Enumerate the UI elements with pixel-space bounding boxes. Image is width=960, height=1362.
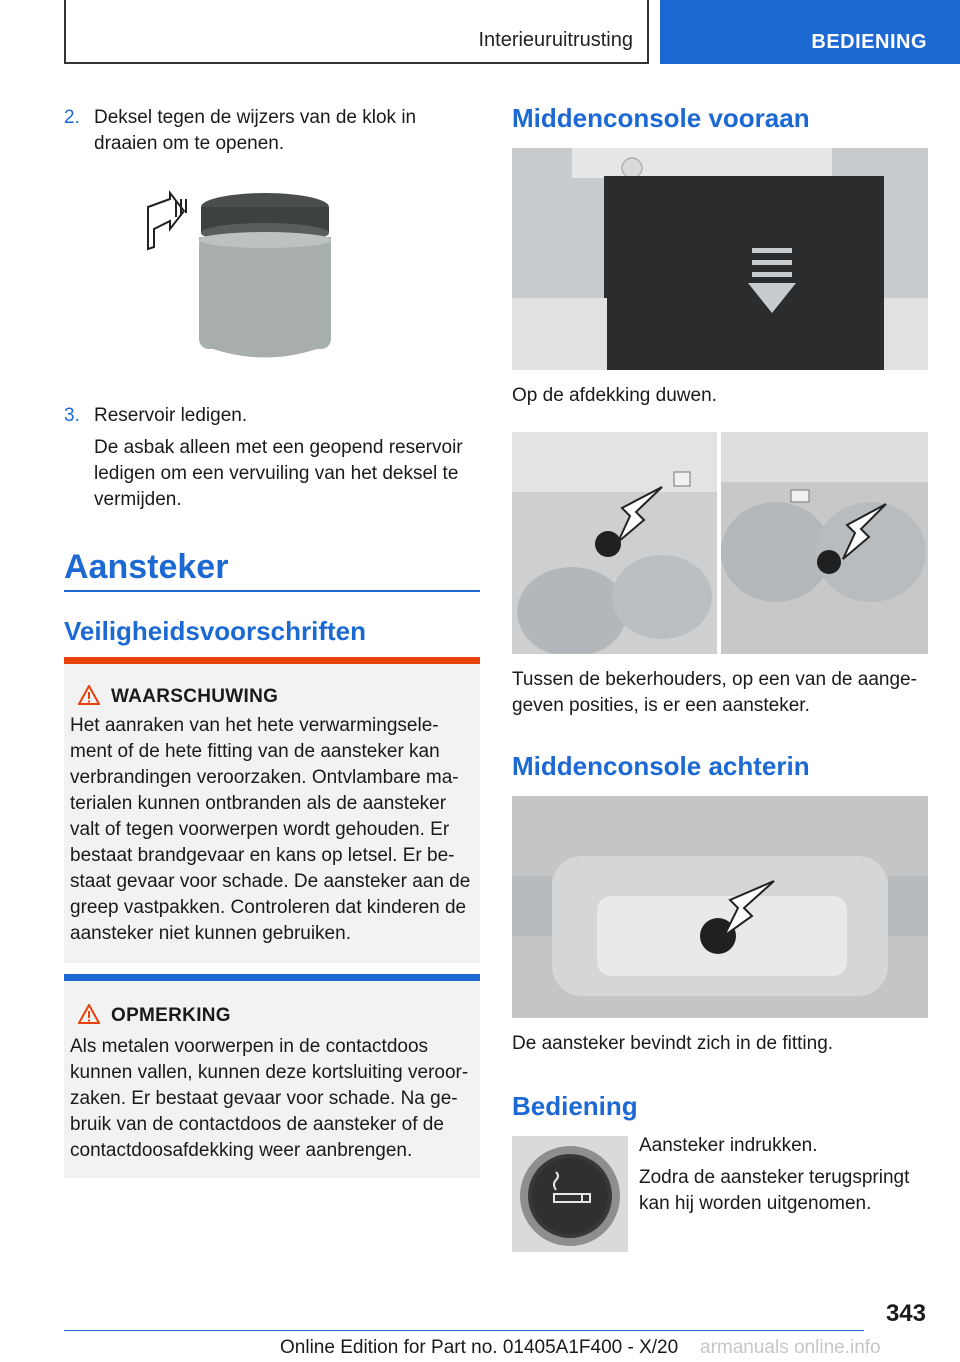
notice-text	[70, 1034, 478, 1164]
header-section-box	[64, 0, 649, 64]
warning-triangle-icon	[78, 685, 100, 710]
caption-achterin: De aansteker bevindt zich in de fitting.	[512, 1033, 834, 1054]
bediening-line-2: Zodra de aansteker terugspringt	[639, 1167, 910, 1188]
rotate-arrow-icon	[148, 193, 186, 249]
photo-lighter-button	[512, 1136, 628, 1252]
notice-bar	[64, 974, 480, 981]
heading-middenconsole-achterin: Middenconsole achterin	[512, 751, 810, 781]
bediening-line-1: Aansteker indrukken.	[639, 1135, 818, 1156]
step-2-line-1: Deksel tegen de wijzers van de klok in	[94, 107, 417, 128]
ashtray-illustration	[140, 185, 360, 375]
photo-cupholder-left	[512, 432, 717, 654]
warning-line: ment of de hete fitting van de aansteker kan	[70, 741, 440, 762]
warning-line: staat gevaar voor schade. De aansteker aan de	[70, 871, 471, 892]
notice-line: contactdoosafdekking weer aanbrengen.	[70, 1140, 413, 1161]
heading-rule	[64, 590, 480, 592]
caption-vooraan: Op de afdekking duwen.	[512, 385, 717, 406]
step-3-line-1: De asbak alleen met een geopend reservoir	[94, 437, 463, 458]
warning-box	[64, 657, 480, 963]
warning-line: verbrandingen veroorzaken. Ontvlambare ma-	[70, 767, 459, 788]
header-chapter-label: BEDIENING	[811, 31, 927, 53]
caption-bekers-line-1: Tussen de bekerhouders, op een van de aange-	[512, 669, 917, 690]
warning-line: valt of tegen voorwerpen wordt gehouden. Er	[70, 819, 450, 840]
step-3-line-3: vermijden.	[94, 489, 182, 510]
bediening-line-3: kan hij worden uitgenomen.	[639, 1193, 872, 1214]
ashtray-container	[199, 193, 331, 358]
step-3-title: Reservoir ledigen.	[94, 405, 248, 426]
notice-title: OPMERKING	[111, 1005, 231, 1026]
warning-title: WAARSCHUWING	[111, 686, 279, 707]
footer-rule	[64, 1330, 864, 1331]
heading-bediening: Bediening	[512, 1091, 638, 1121]
warning-text	[70, 713, 478, 947]
notice-box	[64, 974, 480, 1178]
notice-line: zaken. Er bestaat gevaar voor schade. Na ge-	[70, 1088, 458, 1109]
photo-rear-console	[512, 796, 928, 1018]
notice-line: Als metalen voorwerpen in de contactdoos	[70, 1036, 429, 1057]
header-chapter-tab[interactable]	[660, 0, 960, 64]
step-2-line-2: draaien om te openen.	[94, 133, 285, 154]
warning-line: aansteker niet kunnen gebruiken.	[70, 923, 351, 944]
caption-bekers	[512, 667, 917, 719]
footer-edition: Online Edition for Part no. 01405A1F400 - X/20	[280, 1337, 679, 1358]
footer-watermark: armanuals online.info	[700, 1337, 881, 1358]
heading-veiligheid: Veiligheidsvoorschriften	[64, 616, 366, 646]
step-2-number: 2.	[64, 107, 80, 128]
header-section-title: Interieuruitrusting	[478, 29, 633, 51]
heading-middenconsole-vooraan: Middenconsole vooraan	[512, 103, 810, 133]
step-3-line-2: ledigen om een vervuiling van het deksel te	[94, 463, 459, 484]
warning-line: bestaat brandgevaar en kans op letsel. Er be-	[70, 845, 455, 866]
notice-line: kunnen vallen, kunnen deze kortsluiting veroor-	[70, 1062, 469, 1083]
step-3-number: 3.	[64, 405, 80, 426]
step-2-text	[94, 105, 416, 157]
photo-front-console-cover	[512, 148, 928, 370]
step-3-text	[94, 403, 463, 513]
warning-line: Het aanraken van het hete verwarmingsele-	[70, 715, 439, 736]
warning-line: greep vastpakken. Controleren dat kinderen de	[70, 897, 467, 918]
notice-line: bruik van de contactdoos de aansteker of de	[70, 1114, 444, 1135]
page-number: 343	[885, 1300, 926, 1327]
notice-triangle-icon	[78, 1004, 100, 1029]
caption-bekers-line-2: geven posities, is er een aansteker.	[512, 695, 810, 716]
bediening-text	[639, 1133, 909, 1217]
photo-cupholder-right	[721, 432, 928, 654]
heading-aansteker: Aansteker	[64, 548, 229, 586]
warning-bar	[64, 657, 480, 664]
warning-line: terialen kunnen ontbranden als de aansteker	[70, 793, 447, 814]
